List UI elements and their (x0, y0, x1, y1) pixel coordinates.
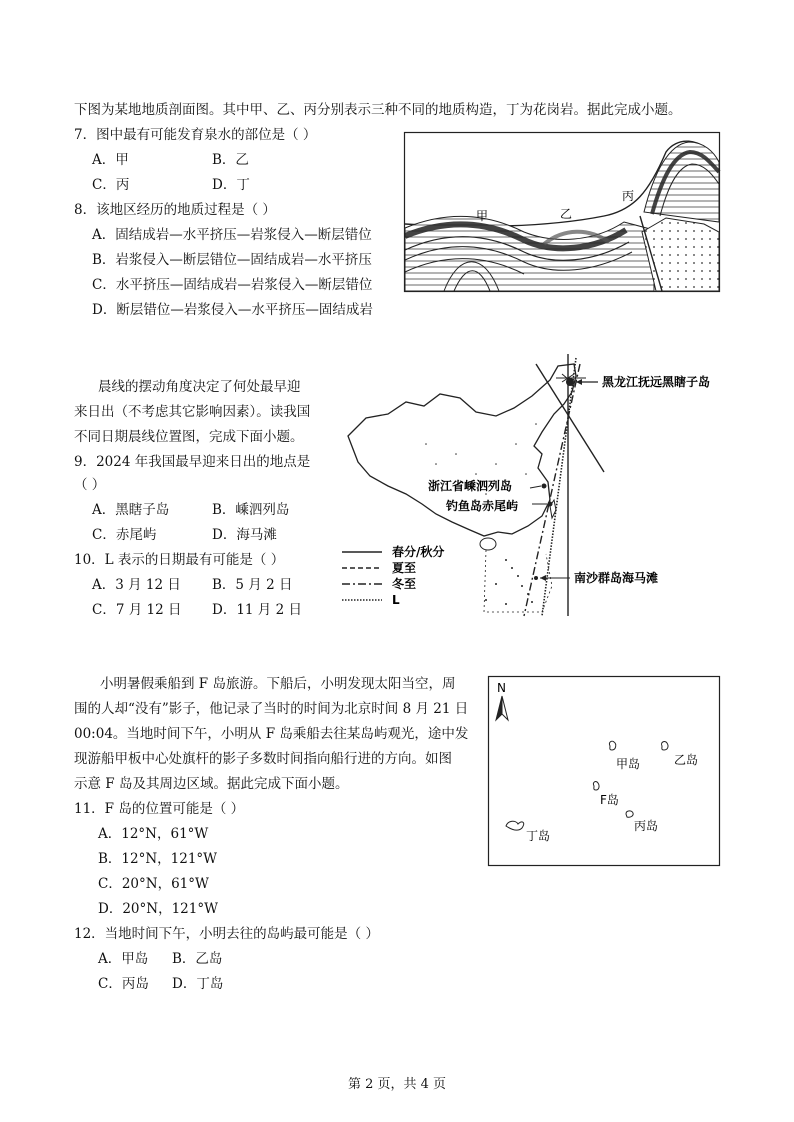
island-yi (662, 742, 668, 750)
island-f (593, 782, 599, 790)
label-f-island: F岛 (600, 793, 619, 807)
label-shengsi: 浙江省嵊泗列岛 (428, 479, 513, 493)
label-chiweiyu: 钓鱼岛赤尾屿 (446, 499, 519, 513)
q10-option-b[interactable]: B．5 月 2 日 (212, 577, 293, 593)
label-bing-island: 丙岛 (634, 819, 659, 833)
geology-cross-section-figure (404, 132, 720, 292)
q9-option-d[interactable]: D．海马滩 (212, 527, 277, 543)
section1-intro: 下图为某地地质剖面图。其中甲、乙、丙分别表示三种不同的地质构造，丁为花岗岩。据此完成小题。 (74, 102, 682, 118)
q12-option-a[interactable]: A．甲岛 (98, 951, 149, 967)
q9-stem-line1: 9．2024 年我国最早迎来日出的地点是 (74, 454, 311, 470)
legend-winter: 冬至 (392, 577, 417, 591)
label-heixiazi: 黑龙江抚远黑瞎子岛 (602, 375, 711, 389)
label-jia-island: 甲岛 (616, 757, 641, 771)
legend-L: L (392, 593, 400, 607)
north-label: N (497, 681, 506, 695)
q12-option-b[interactable]: B．乙岛 (172, 951, 223, 967)
section2-intro-line2: 来日出（不考虑其它影响因素）。读我国 (74, 404, 311, 420)
q8-option-b[interactable]: B．岩浆侵入—断层错位—固结成岩—水平挤压 (92, 252, 372, 268)
china-dawn-line-map (336, 354, 730, 620)
section3-intro-line5: 示意 F 岛及其周边区域。据此完成下面小题。 (74, 776, 349, 792)
q8-stem: 8．该地区经历的地质过程是（ ） (74, 202, 276, 218)
q10-option-a[interactable]: A．3 月 12 日 (92, 577, 181, 593)
q10-stem: 10．L 表示的日期最有可能是（ ） (74, 552, 285, 568)
q11-stem: 11．F 岛的位置可能是（ ） (74, 801, 245, 817)
island-jia (609, 741, 615, 750)
island-map (488, 676, 720, 866)
q10-option-d[interactable]: D．11 月 2 日 (212, 602, 302, 618)
q7-option-d[interactable]: D．丁 (212, 177, 250, 193)
q7-option-c[interactable]: C．丙 (92, 177, 130, 193)
q9-option-a[interactable]: A．黑瞎子岛 (92, 502, 170, 518)
q8-option-d[interactable]: D．断层错位—岩浆侵入—水平挤压—固结成岩 (92, 302, 373, 318)
label-yi-island: 乙岛 (674, 753, 699, 767)
q11-option-b[interactable]: B．12°N，121°W (98, 851, 218, 867)
q7-option-a[interactable]: A．甲 (92, 152, 129, 168)
q8-option-a[interactable]: A．固结成岩—水平挤压—岩浆侵入—断层错位 (92, 227, 372, 243)
q9-stem-line2: （ ） (74, 477, 106, 493)
q11-option-a[interactable]: A．12°N，61°W (98, 826, 209, 842)
q9-option-b[interactable]: B．嵊泗列岛 (212, 502, 290, 518)
q11-option-c[interactable]: C．20°N，61°W (98, 876, 209, 892)
section3-intro-line1: 小明暑假乘船到 F 岛旅游。下船后，小明发现太阳当空，周 (100, 676, 456, 692)
q11-option-d[interactable]: D．20°N，121°W (98, 901, 218, 917)
label-ding-island: 丁岛 (526, 829, 551, 843)
section2-intro-line1: 晨线的摆动角度决定了何处最早迎 (98, 379, 301, 395)
q7-stem: 7．图中最有可能发育泉水的部位是（ ） (74, 127, 317, 143)
q12-option-d[interactable]: D．丁岛 (172, 976, 224, 992)
map-legend (342, 544, 444, 607)
label-bing: 丙 (622, 189, 635, 203)
q10-option-c[interactable]: C．7 月 12 日 (92, 602, 182, 618)
section3-intro-line4: 现游船甲板中心处旗杆的影子多数时间指向船行进的方向。如图 (74, 751, 452, 767)
q12-option-c[interactable]: C．丙岛 (98, 976, 149, 992)
label-yi: 乙 (560, 207, 573, 221)
legend-equinox: 春分/秋分 (392, 545, 445, 559)
q8-option-c[interactable]: C．水平挤压—固结成岩—岩浆侵入—断层错位 (92, 277, 373, 293)
legend-summer: 夏至 (392, 561, 417, 575)
section3-intro-line2: 围的人却“没有”影子，他记录了当时的时间为北京时间 8 月 21 日 (74, 701, 469, 717)
section3-intro-line3: 00:04。当地时间下午，小明从 F 岛乘船去往某岛屿观光，途中发 (74, 726, 469, 742)
q12-stem: 12．当地时间下午，小明去往的岛屿最可能是（ ） (74, 926, 379, 942)
q9-option-c[interactable]: C．赤尾屿 (92, 527, 157, 543)
page-footer: 第 2 页，共 4 页 (347, 1077, 447, 1092)
section2-intro-line3: 不同日期晨线位置图，完成下面小题。 (74, 429, 304, 445)
label-haimatan: 南沙群岛海马滩 (574, 571, 659, 585)
island-bing (626, 811, 633, 817)
q7-option-b[interactable]: B．乙 (212, 152, 249, 168)
label-jia: 甲 (476, 209, 489, 223)
